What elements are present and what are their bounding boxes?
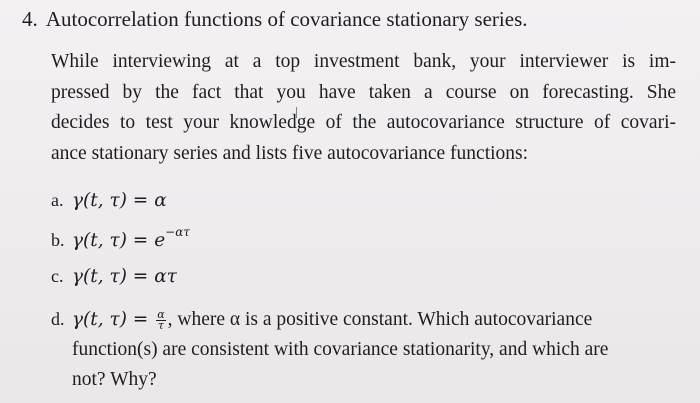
paragraph-line: While interviewing at a top investment bank, your interviewer is im- [51,51,676,72]
paragraph-line: decides to test your knowledge of the autocovariance structure of covari- [51,112,676,133]
item-d-trailing-text: , where α is a positive constant. Which autocovariance [167,309,593,330]
item-label: a. [51,190,64,210]
formula-fraction [156,307,165,332]
item-label: d. [51,309,65,329]
formula-base: e [154,230,166,252]
item-formula [72,305,168,335]
text-cursor-icon [296,107,301,118]
autocovariance-list [51,190,671,395]
problem-paragraph [51,47,676,169]
formula-rhs: ατ [154,266,177,287]
formula-lhs: γ(t, τ) = [72,266,155,287]
item-formula [72,225,190,252]
item-d-continuation: not? Why? [72,369,157,390]
problem-title: Autocorrelation functions of covariance stationary series. [45,7,528,31]
formula-lhs: γ(t, τ) = [72,190,155,211]
formula-lhs: γ(t, τ) = [72,230,155,252]
item-d-continuation: function(s) are consistent with covariance stationarity, and which are [72,339,609,360]
item-formula [72,266,177,287]
item-label: c. [51,266,64,286]
problem-heading [22,5,528,33]
list-item-a [51,190,671,228]
formula-rhs: α [154,190,167,211]
formula-exponent: −ατ [165,225,190,239]
item-label: b. [51,230,65,251]
problem-number: 4. [22,7,38,31]
formula-lhs: γ(t, τ) = [72,309,155,330]
item-d-first-line [51,304,671,335]
paragraph-line: ance stationary series and lists five autocovariance functions: [51,142,529,164]
list-item-b [51,225,671,266]
list-item-d [51,304,671,395]
paragraph-line: pressed by the fact that you have taken a course on forecasting. She [51,81,676,103]
fraction-denominator: τ [157,318,164,332]
item-formula [72,190,167,211]
list-item-c [51,266,671,304]
fraction-numerator: α [157,307,165,321]
